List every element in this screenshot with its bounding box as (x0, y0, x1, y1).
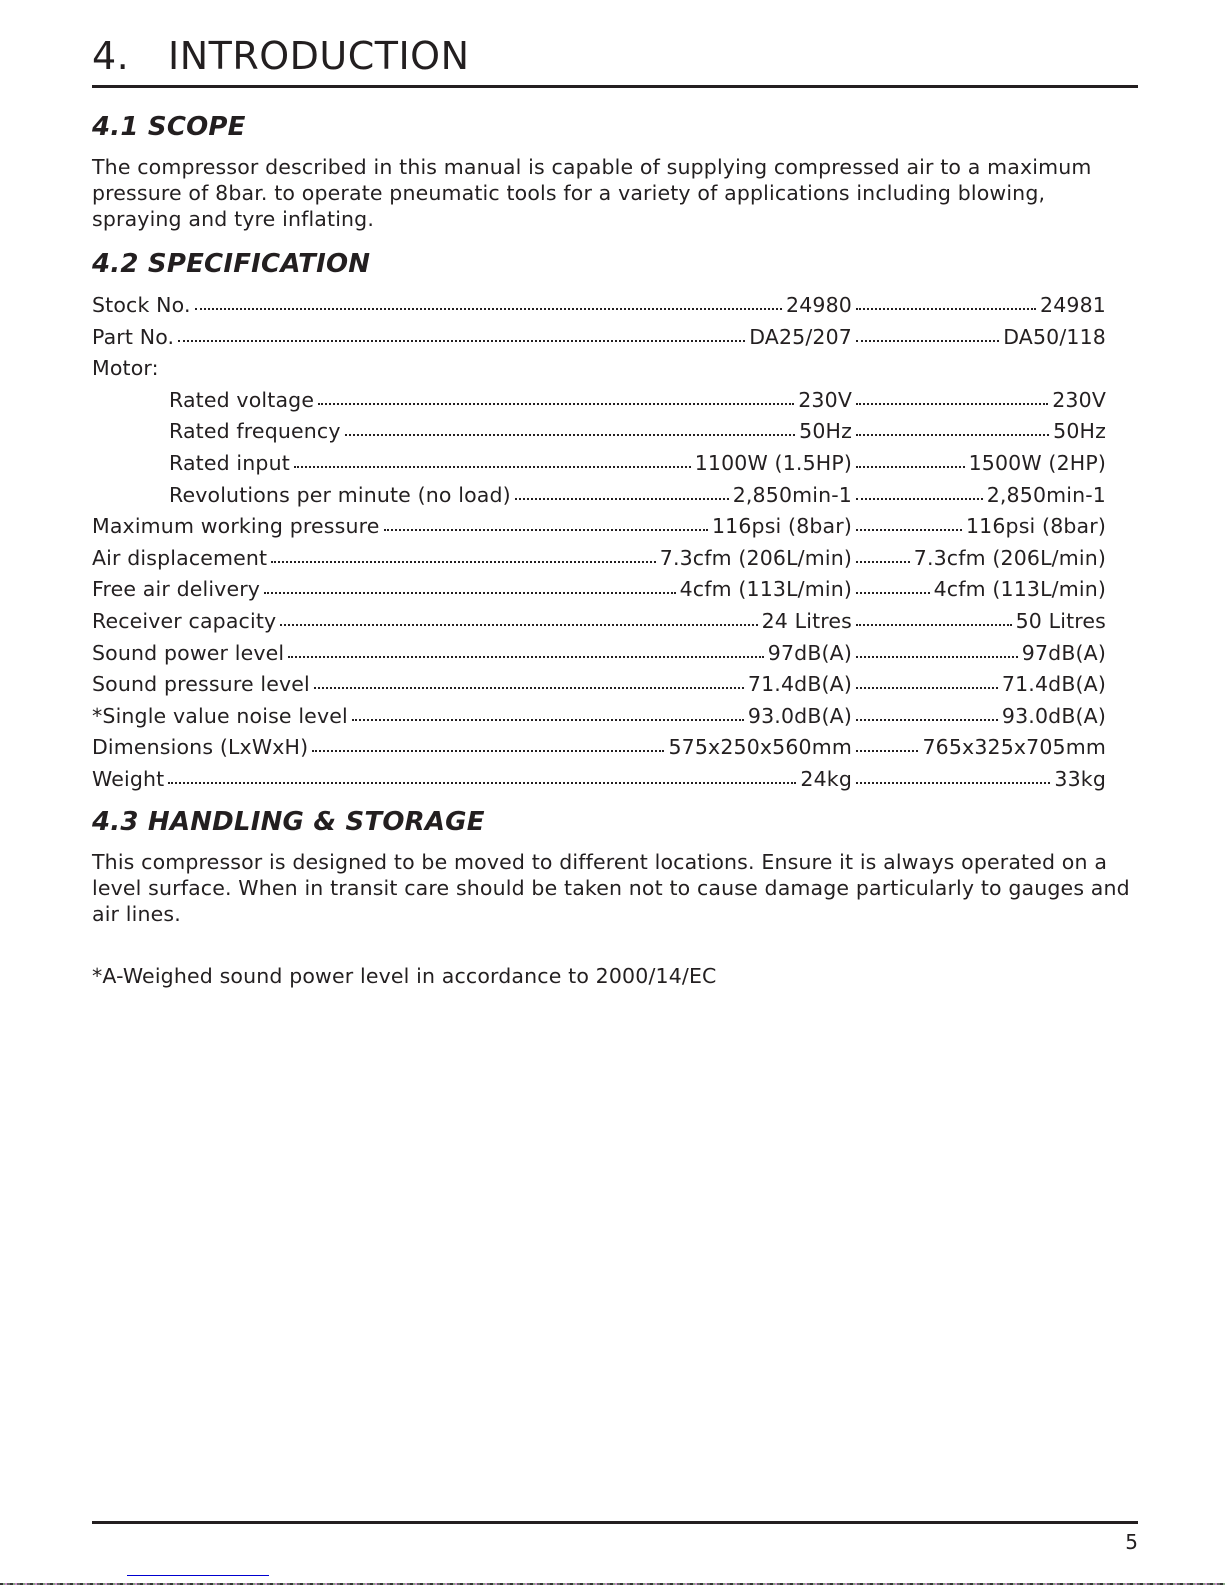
spec-label: Sound pressure level (92, 672, 310, 697)
dot-leader (280, 624, 757, 626)
dot-leader (856, 466, 965, 468)
spec-row (92, 480, 1106, 512)
spec-value-24981-cell (852, 606, 1106, 638)
spec-value-24980: 4cfm (113L/min) (679, 577, 852, 602)
dot-leader (856, 561, 910, 563)
spec-label: Maximum working pressure (92, 514, 380, 539)
spec-value-24981: 24981 (1040, 293, 1106, 317)
spec-label: Air displacement (92, 545, 268, 570)
spec-value-24980: 1100W (1.5HP) (694, 450, 852, 475)
spec-row (92, 543, 1106, 575)
spec-label: *Single value noise level (92, 703, 348, 728)
dot-leader (856, 750, 918, 752)
spec-row (92, 290, 1106, 322)
spec-value-24981: 71.4dB(A) (1001, 672, 1106, 697)
spec-row (92, 448, 1106, 480)
spec-value-24981: 7.3cfm (206L/min) (913, 545, 1106, 570)
blue-underline-artifact (127, 1575, 269, 1576)
dot-leader (856, 624, 1012, 626)
spec-value-24981-cell (852, 290, 1106, 322)
spec-value-24980: 93.0dB(A) (747, 703, 852, 728)
handling-storage-paragraph: This compressor is designed to be moved to different locations. Ensure it is always operated on a level surface. When in transit care should be taken not to cause damage particularly to gauges and air lines. (92, 850, 1130, 926)
spec-label: Receiver capacity (92, 608, 277, 633)
dot-leader (318, 403, 794, 405)
dot-leader (856, 592, 930, 594)
spec-value-24980: 24980 (786, 293, 852, 317)
dot-leader (856, 719, 998, 721)
spec-value-24981: 4cfm (113L/min) (933, 577, 1106, 602)
spec-label: Sound power level (92, 640, 285, 665)
spec-value-24980: 24kg (800, 766, 852, 791)
dot-leader (271, 561, 656, 563)
spec-row (92, 416, 1106, 448)
spec-row (92, 574, 1106, 606)
spec-value-24981-cell (852, 669, 1106, 701)
title-divider (92, 85, 1138, 88)
dot-leader (384, 529, 708, 531)
dot-leader (168, 782, 796, 784)
spec-value-24981: 97dB(A) (1021, 640, 1106, 665)
spec-value-24981: 50Hz (1053, 419, 1106, 444)
spec-label: Motor: (92, 356, 159, 381)
handling-storage-heading: 4.3 HANDLING & STORAGE (92, 807, 485, 837)
spec-label: Revolutions per minute (no load) (169, 482, 511, 507)
spec-value-24980: 50Hz (799, 419, 852, 444)
spec-value-24981: 93.0dB(A) (1001, 703, 1106, 728)
spec-value-24981-cell (852, 638, 1106, 670)
spec-value-24981: 116psi (8bar) (965, 514, 1106, 539)
spec-value-24981: 230V (1052, 387, 1106, 412)
spec-value-24981-cell (852, 322, 1106, 354)
spec-value-24980: 71.4dB(A) (747, 672, 852, 697)
spec-row (92, 322, 1106, 354)
dot-leader (856, 687, 998, 689)
footer-divider (92, 1521, 1138, 1524)
dot-leader (856, 403, 1048, 405)
spec-value-24981-cell (852, 701, 1106, 733)
dot-leader (345, 434, 796, 436)
dot-leader (195, 308, 782, 310)
spec-value-24981-cell (852, 543, 1106, 575)
spec-value-24980: DA25/207 (749, 324, 852, 349)
spec-value-24981-cell (852, 416, 1106, 448)
specification-table (92, 290, 1106, 796)
dot-leader (294, 466, 691, 468)
spec-row (92, 764, 1106, 796)
spec-value-24981-cell (852, 480, 1106, 512)
dot-leader (856, 434, 1049, 436)
dot-leader (288, 656, 764, 658)
chapter-number: 4. (92, 34, 130, 78)
spec-row (92, 732, 1106, 764)
spec-row (92, 638, 1106, 670)
dot-leader (856, 498, 983, 500)
dot-leader (312, 750, 664, 752)
dot-leader (856, 529, 962, 531)
spec-row (92, 511, 1106, 543)
spec-row (92, 701, 1106, 733)
spec-label: Rated voltage (169, 387, 315, 412)
page-number: 5 (1125, 1530, 1138, 1554)
spec-value-24981-cell (852, 732, 1106, 764)
spec-label: Rated frequency (169, 419, 341, 444)
spec-value-24980: 97dB(A) (767, 640, 852, 665)
scope-paragraph: The compressor described in this manual is capable of supplying compressed air to a maximum pressure of 8bar. to operate pneumatic tools for a variety of applications including blowing, spraying and tyre inflating. (92, 155, 1092, 231)
spec-value-24980: 116psi (8bar) (711, 514, 852, 539)
spec-value-24980: 24 Litres (761, 608, 852, 633)
spec-value-24981: DA50/118 (1003, 324, 1106, 349)
spec-row (92, 606, 1106, 638)
dot-leader (856, 782, 1050, 784)
spec-value-24980: 2,850min-1 (732, 482, 852, 507)
spec-label: Part No. (92, 324, 175, 349)
spec-value-24980: 7.3cfm (206L/min) (659, 545, 852, 570)
dot-leader (352, 719, 744, 721)
spec-value-24981: 1500W (2HP) (968, 450, 1106, 475)
spec-value-24981: 50 Litres (1015, 608, 1106, 633)
dot-leader (856, 308, 1036, 310)
spec-value-24981-cell (852, 574, 1106, 606)
dot-leader (178, 340, 745, 342)
spec-value-24981-cell (852, 448, 1106, 480)
spec-value-24981: 33kg (1054, 766, 1106, 791)
spec-label: Rated input (169, 450, 290, 475)
page-title (92, 34, 470, 78)
spec-value-24981: 765x325x705mm (922, 735, 1106, 760)
spec-value-24981-cell (852, 511, 1106, 543)
chapter-title: INTRODUCTION (168, 34, 470, 78)
spec-value-24980: 575x250x560mm (668, 735, 852, 760)
dot-leader (856, 656, 1018, 658)
spec-value-24981-cell (852, 764, 1106, 796)
specification-heading: 4.2 SPECIFICATION (92, 249, 371, 279)
footnote: *A-Weighed sound power level in accordance to 2000/14/EC (92, 964, 717, 988)
spec-label: Stock No. (92, 293, 191, 317)
spec-label: Weight (92, 766, 165, 791)
dot-leader (856, 340, 999, 342)
spec-row (92, 353, 1106, 385)
spec-row (92, 669, 1106, 701)
dot-leader (314, 687, 744, 689)
scope-heading: 4.1 SCOPE (92, 112, 246, 142)
dot-leader (264, 592, 676, 594)
spec-value-24981-cell (852, 385, 1106, 417)
spec-value-24980: 230V (798, 387, 852, 412)
dot-leader (515, 498, 729, 500)
spec-label: Free air delivery (92, 577, 261, 602)
spec-value-24981: 2,850min-1 (986, 482, 1106, 507)
spec-label: Dimensions (LxWxH) (92, 735, 309, 760)
spec-row (92, 385, 1106, 417)
